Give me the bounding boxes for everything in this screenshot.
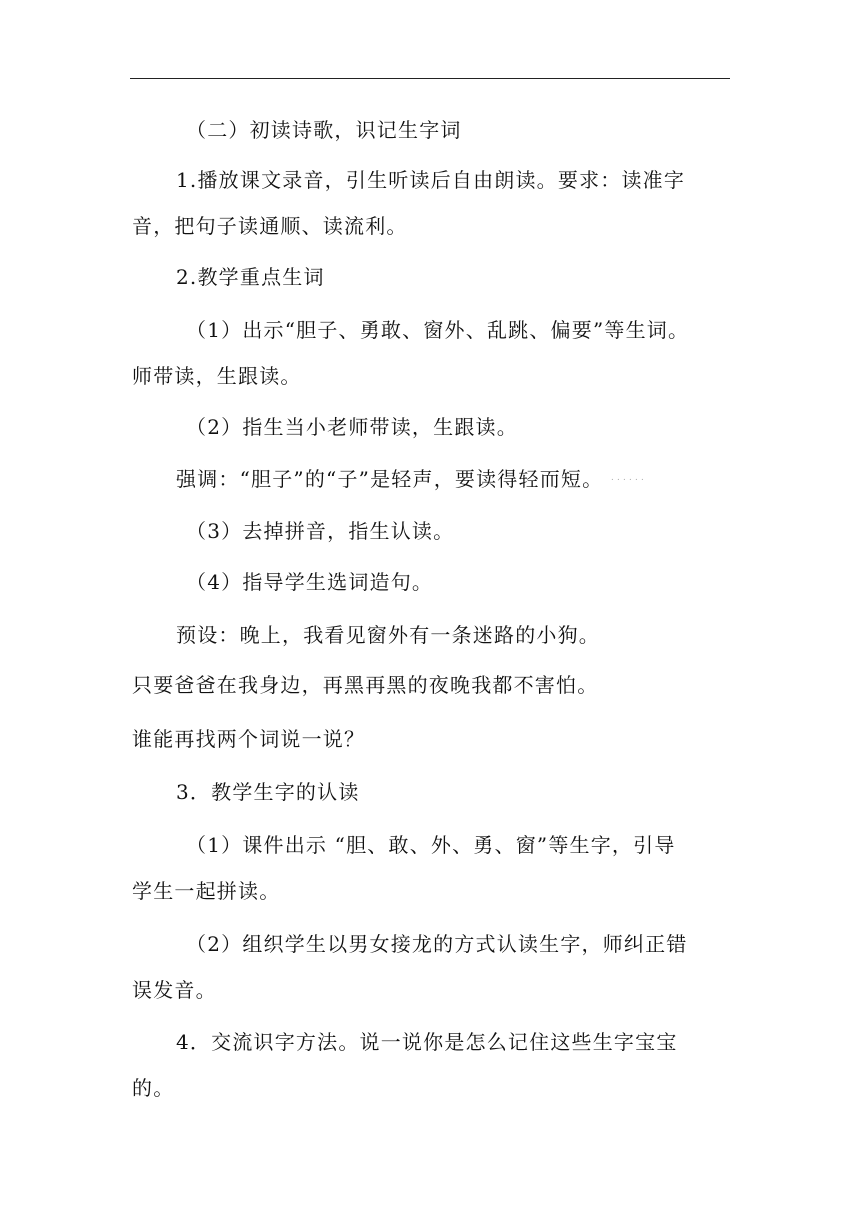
paragraph-step-3-item-1-cont: 学生一起拼读。 <box>132 879 281 903</box>
paragraph-example-2: 只要爸爸在我身边，再黑再黑的夜晚我都不害怕。 <box>132 673 599 697</box>
paragraph-step-4-cont: 的。 <box>132 1076 175 1100</box>
paragraph-emphasis <box>176 465 776 495</box>
paragraph-step-3: 3．教学生字的认读 <box>176 780 360 804</box>
paragraph-step-4: 4．交流识字方法。说一说你是怎么记住这些生字宝宝 <box>176 1030 678 1054</box>
header-rule <box>130 78 730 79</box>
paragraph-step-1: 1.播放课文录音，引生听读后自由朗读。要求：读准字 <box>176 168 686 192</box>
paragraph-item-4: （4）指导学生选词造句。 <box>186 570 434 594</box>
paragraph-step-2: 2.教学重点生词 <box>176 265 325 289</box>
paragraph-step-3-item-2: （2）组织学生以男女接龙的方式认读生字，师纠正错 <box>186 932 688 956</box>
paragraph-example-1: 预设：晚上，我看见窗外有一条迷路的小狗。 <box>176 623 600 647</box>
paragraph-item-3: （3）去掉拼音，指生认读。 <box>186 519 455 543</box>
paragraph-step-1-cont: 音，把句子读通顺、读流利。 <box>132 214 408 238</box>
paragraph-question: 谁能再找两个词说一说？ <box>132 727 366 751</box>
paragraph-step-3-item-2-cont: 误发音。 <box>132 978 217 1002</box>
faint-mark: ・・・・・・ <box>609 476 646 484</box>
paragraph-item-2: （2）指生当小老师带读，生跟读。 <box>186 415 518 439</box>
paragraph-item-1-cont: 师带读，生跟读。 <box>132 364 302 388</box>
emphasis-text: 强调：“胆子”的“子”是轻声，要读得轻而短。 <box>176 467 604 491</box>
section-heading: （二）初读诗歌，识记生字词 <box>186 118 462 142</box>
paragraph-step-3-item-1: （1）课件出示 “胆、敢、外、勇、窗”等生字，引导 <box>186 833 676 857</box>
paragraph-item-1: （1）出示“胆子、勇敢、窗外、乱跳、偏要”等生词。 <box>186 318 690 342</box>
